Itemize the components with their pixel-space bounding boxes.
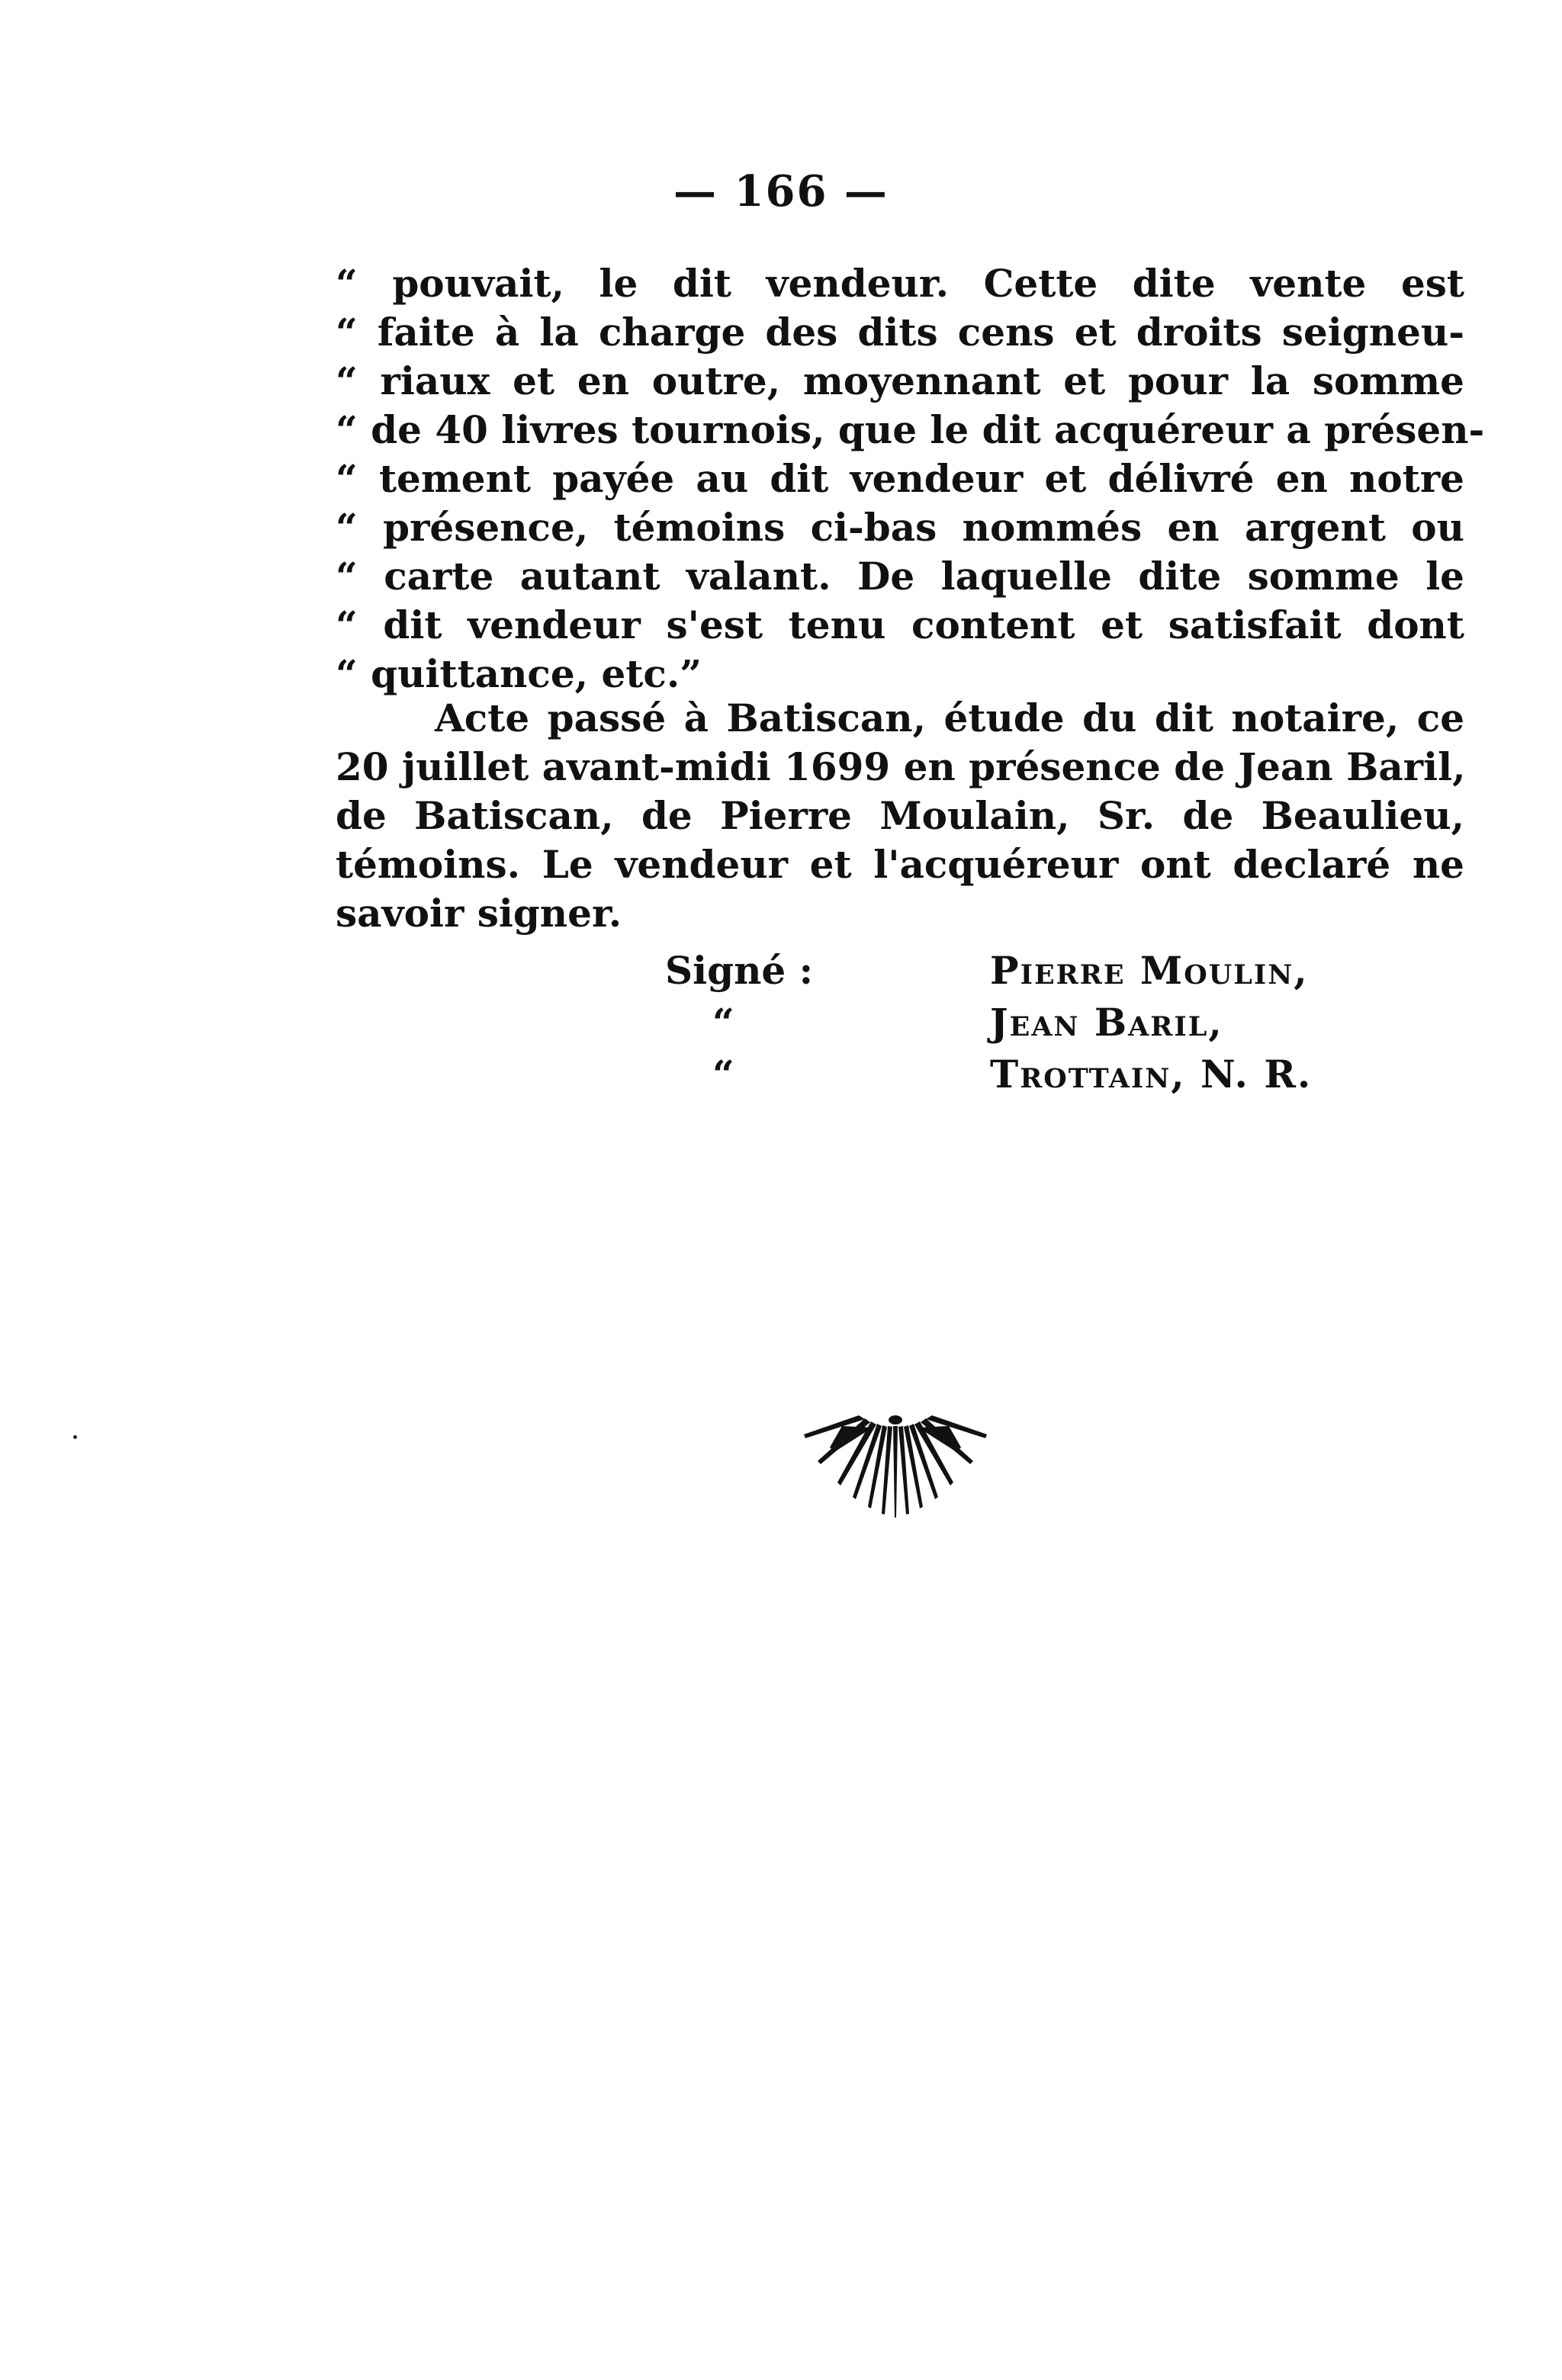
paragraph-line: savoir signer. xyxy=(336,891,622,936)
signed-label: Signé : xyxy=(665,948,814,993)
deed-paragraph xyxy=(336,694,1464,938)
signature-row xyxy=(0,946,1562,996)
quoted-passage xyxy=(336,259,1485,699)
fan-ornament-icon xyxy=(796,1403,995,1525)
ditto-mark: “ xyxy=(712,1000,734,1045)
quote-line: “ dit vendeur s'est tenu content et satisfait dont xyxy=(336,602,1464,647)
quote-line: “ de 40 livres tournois, que le dit acquéreur a présen- xyxy=(336,407,1485,452)
paragraph-line: témoins. Le vendeur et l'acquéreur ont declaré ne xyxy=(336,842,1464,887)
quote-line: “ tement payée au dit vendeur et délivré en notre xyxy=(336,456,1464,501)
quote-line: “ carte autant valant. De laquelle dite somme le xyxy=(336,554,1464,599)
signatory-name: Trottain, N. R. xyxy=(990,1052,1313,1097)
signatory-name: Jean Baril, xyxy=(990,1000,1223,1045)
quote-line: “ riaux et en outre, moyennant et pour la somme xyxy=(336,358,1464,403)
paragraph-line: de Batiscan, de Pierre Moulain, Sr. de Beaulieu, xyxy=(336,793,1464,838)
print-speck xyxy=(73,1435,77,1439)
paragraph-line: Acte passé à Batiscan, étude du dit notaire, ce xyxy=(435,695,1464,740)
paragraph-line: 20 juillet avant-midi 1699 en présence de Jean Baril, xyxy=(336,744,1466,789)
signature-row xyxy=(0,997,1562,1048)
quote-line: “ pouvait, le dit vendeur. Cette dite vente est xyxy=(336,261,1464,306)
signature-row xyxy=(0,1049,1562,1100)
signatory-name: Pierre Moulin, xyxy=(990,948,1309,993)
quote-line: “ quittance, etc.” xyxy=(336,651,702,696)
quote-line: “ faite à la charge des dits cens et droits seigneu- xyxy=(336,310,1464,355)
quote-line: “ présence, témoins ci-bas nommés en argent ou xyxy=(336,505,1464,550)
page-number: — 166 — xyxy=(673,166,889,217)
ditto-mark: “ xyxy=(712,1052,734,1097)
